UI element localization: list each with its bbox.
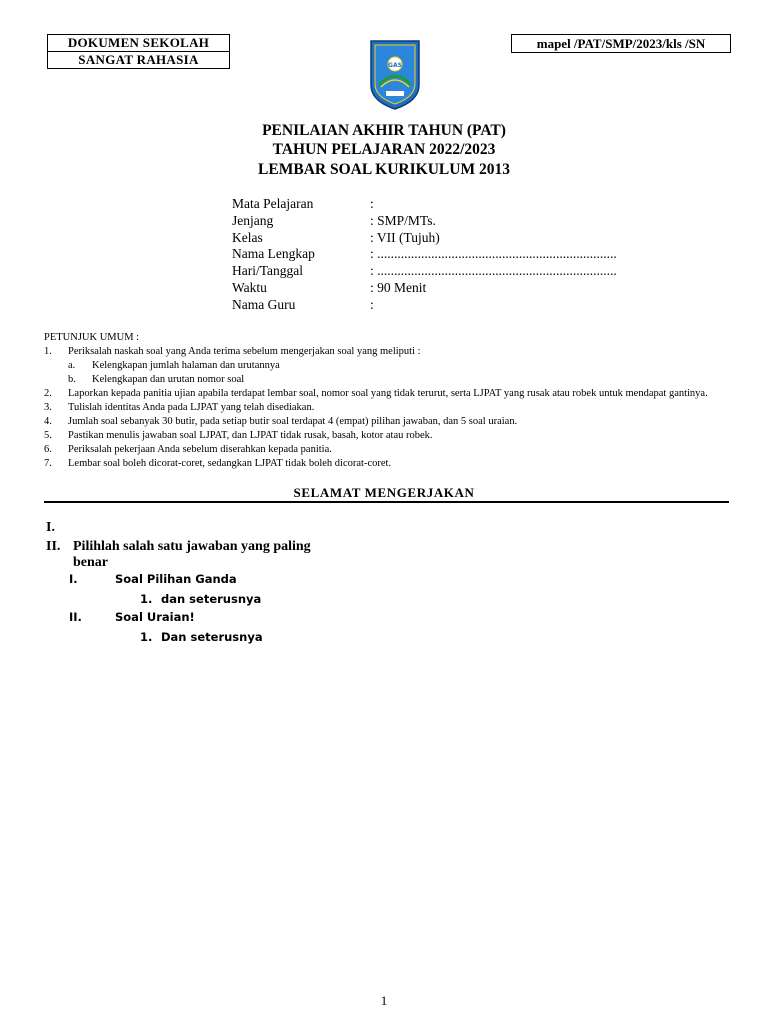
item-number: 1. [140, 630, 153, 644]
identity-label: Waktu [232, 279, 267, 295]
identity-value: : [370, 296, 374, 312]
identity-row [232, 263, 617, 280]
good-luck-heading: SELAMAT MENGERJAKAN [293, 485, 475, 500]
instruction-item [44, 443, 714, 457]
identity-row [232, 196, 617, 213]
instruction-text: Tulislah identitas Anda pada LJPAT yang telah disediakan. [68, 402, 315, 413]
document-classification [47, 34, 230, 69]
subitem-text: Kelengkapan jumlah halaman dan urutannya [92, 360, 280, 371]
item-text: Dan seterusnya [161, 630, 263, 644]
academic-year: TAHUN PELAJARAN 2022/2023 [272, 141, 496, 158]
subsection-number: II. [69, 610, 82, 624]
instruction-item [44, 457, 714, 471]
instruction-subitem [44, 373, 714, 387]
identity-row [232, 246, 617, 263]
subitem-letter: b. [68, 374, 76, 385]
instruction-number: 4. [44, 416, 52, 427]
identity-label: Nama Lengkap [232, 246, 315, 262]
instructions-title: PETUNJUK UMUM : [44, 332, 140, 343]
identity-label: Mata Pelajaran [232, 196, 314, 211]
identity-label: Hari/Tanggal [232, 263, 304, 279]
item-number: 1. [140, 592, 153, 606]
section-two-instruction: Pilihlah salah satu jawaban yang paling [73, 539, 311, 554]
instruction-number: 7. [44, 458, 52, 469]
instruction-item [44, 345, 714, 359]
doc-label-secret: SANGAT RAHASIA [47, 52, 230, 69]
identity-value: : [370, 196, 374, 211]
instruction-text: Pastikan menulis jawaban soal LJPAT, dan LJPAT tidak rusak, basah, kotor atau robek. [68, 430, 433, 441]
general-instructions [44, 331, 714, 471]
section-one-number: I. [46, 520, 55, 535]
multiple-choice-item [140, 592, 261, 606]
instruction-text: Periksalah pekerjaan Anda sebelum diserahkan kepada panitia. [68, 444, 332, 455]
identity-label: Jenjang [232, 212, 274, 228]
curriculum-title: LEMBAR SOAL KURIKULUM 2013 [258, 161, 510, 178]
essay-item [140, 630, 263, 644]
section-two-instruction-cont: benar [73, 555, 108, 570]
identity-label: Nama Guru [232, 296, 296, 312]
identity-value: : VII (Tujuh) [370, 229, 440, 245]
instruction-number: 3. [44, 402, 52, 413]
identity-label: Kelas [232, 229, 263, 245]
essay-heading [69, 610, 195, 624]
multiple-choice-heading [69, 572, 237, 586]
identity-row [232, 213, 617, 230]
identity-value: : ....................................................................... [370, 263, 617, 279]
identity-row [232, 280, 617, 297]
page-number: 1 [380, 993, 388, 1008]
section-two-number: II. [46, 539, 61, 554]
instruction-number: 2. [44, 388, 52, 399]
exam-title: PENILAIAN AKHIR TAHUN (PAT) [262, 122, 506, 139]
section-divider [44, 501, 729, 503]
subsection-number: I. [69, 572, 78, 586]
instruction-number: 1. [44, 346, 52, 357]
identity-table [232, 196, 617, 314]
subsection-title: Soal Uraian! [115, 610, 195, 624]
identity-value: : SMP/MTs. [370, 212, 436, 228]
doc-label-school: DOKUMEN SEKOLAH [47, 34, 230, 52]
instruction-text: Periksalah naskah soal yang Anda terima sebelum mengerjakan soal yang meliputi : [68, 346, 421, 357]
instruction-item [44, 415, 714, 429]
instruction-text: Lembar soal boleh dicorat-coret, sedangkan LJPAT tidak boleh dicorat-coret. [68, 458, 392, 469]
identity-row [232, 230, 617, 247]
instruction-subitem [44, 359, 714, 373]
instruction-item [44, 387, 714, 401]
document-code: mapel /PAT/SMP/2023/kls /SN [511, 34, 731, 53]
subsection-title: Soal Pilihan Ganda [115, 572, 237, 586]
subitem-text: Kelengkapan dan urutan nomor soal [92, 374, 245, 385]
identity-value: : ....................................................................... [370, 246, 617, 262]
instruction-number: 6. [44, 444, 52, 455]
section-two [46, 539, 366, 571]
item-text: dan seterusnya [161, 592, 262, 606]
instruction-item [44, 401, 714, 415]
instruction-text: Jumlah soal sebanyak 30 butir, pada setiap butir soal terdapat 4 (empat) pilihan jawaban, dan 5 soal uraian. [68, 416, 518, 427]
instruction-item [44, 429, 714, 443]
instruction-number: 5. [44, 430, 52, 441]
subitem-letter: a. [68, 360, 76, 371]
school-logo-icon [369, 39, 421, 111]
instruction-text: Laporkan kepada panitia ujian apabila terdapat lembar soal, nomor soal yang tidak terurut, serta LJPAT yang rusak atau robek untuk mendapat gantinya. [68, 388, 708, 399]
identity-value: : 90 Menit [370, 279, 427, 295]
logo-text: GAS [388, 62, 402, 69]
identity-row [232, 297, 617, 314]
